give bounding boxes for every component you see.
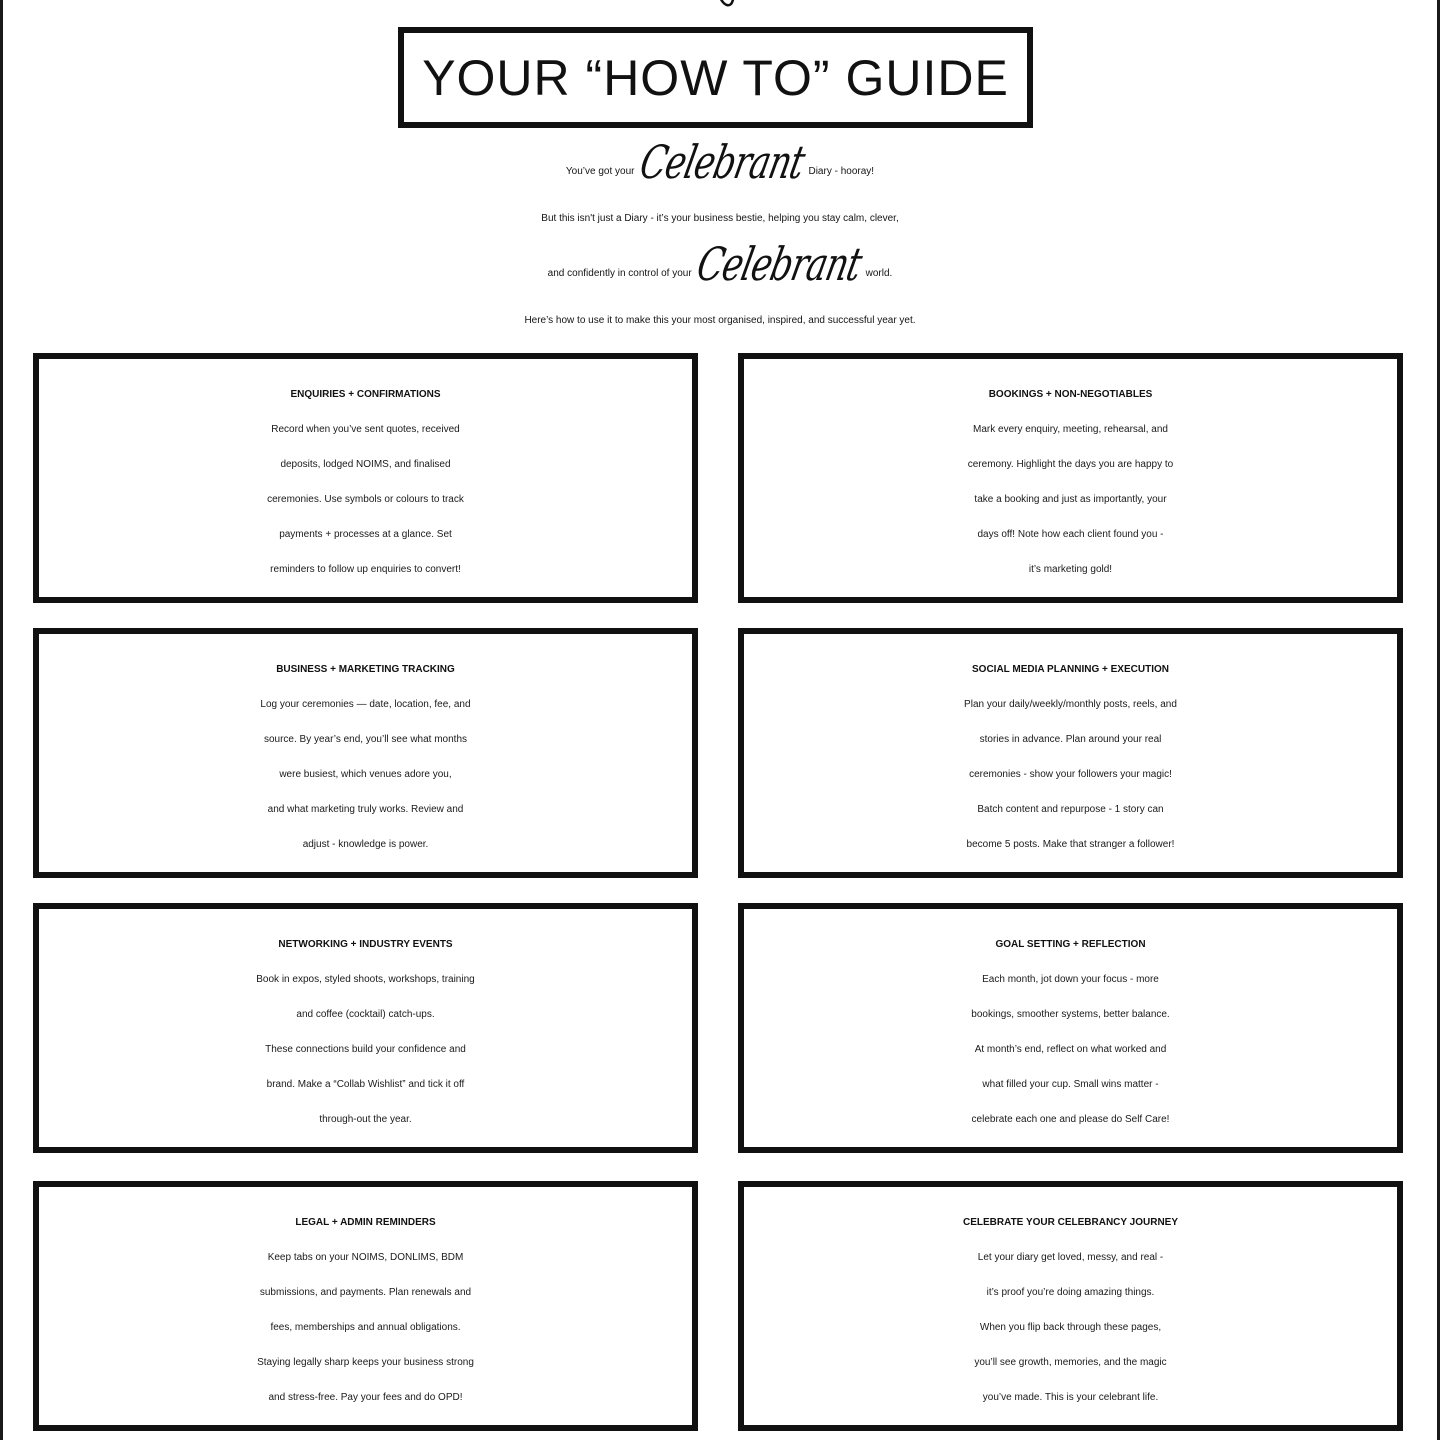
section-text-line: ceremony. Highlight the days you are happy to (967, 459, 1174, 470)
section-text-line: and coffee (cocktail) catch-ups. (296, 1009, 435, 1020)
intro-line-3-before: and confidently in control of your (547, 268, 692, 279)
section-text-line: At month’s end, reflect on what worked and (974, 1044, 1167, 1055)
section-text-line: Keep tabs on your NOIMS, DONLIMS, BDM (267, 1252, 464, 1263)
section-text-line: become 5 posts. Make that stranger a follower! (966, 839, 1175, 850)
section-text-line: were busiest, which venues adore you, (279, 769, 452, 780)
section-text-line: When you flip back through these pages, (979, 1322, 1162, 1333)
intro-line-1-after: Diary - hooray! (808, 166, 875, 177)
section-title: GOAL SETTING + REFLECTION (995, 939, 1146, 950)
section-title: SOCIAL MEDIA PLANNING + EXECUTION (972, 664, 1169, 675)
section-text-line: days off! Note how each client found you - (977, 529, 1164, 540)
section-text-line: brand. Make a “Collab Wishlist” and tick it off (266, 1079, 465, 1090)
section-text-line: reminders to follow up enquiries to convert! (270, 564, 461, 575)
section-text-line: and what marketing truly works. Review and (267, 804, 464, 815)
section-title: LEGAL + ADMIN REMINDERS (295, 1217, 436, 1228)
section-text-line: bookings, smoother systems, better balance. (971, 1009, 1170, 1020)
section-text-line: fees, memberships and annual obligations. (270, 1322, 461, 1333)
section-text-line: it’s proof you’re doing amazing things. (986, 1287, 1155, 1298)
section-box-celebrate-journey (738, 1181, 1403, 1431)
section-text-line: source. By year’s end, you’ll see what months (263, 734, 468, 745)
section-box-social-media (738, 628, 1403, 878)
section-box-bookings (738, 353, 1403, 603)
section-text-line: ceremonies - show your followers your magic! (969, 769, 1172, 780)
title-box (398, 27, 1033, 128)
script-word-celebrant: Celebrant (691, 237, 866, 292)
section-text-line: ceremonies. Use symbols or colours to track (267, 494, 464, 505)
section-text-line: Let your diary get loved, messy, and real - (977, 1252, 1164, 1263)
section-title: ENQUIRIES + CONFIRMATIONS (290, 389, 441, 400)
section-text-line: Plan your daily/weekly/monthly posts, reels, and (964, 699, 1177, 710)
section-box-goal-setting (738, 903, 1403, 1153)
section-box-enquiries (33, 353, 698, 603)
intro-text (0, 135, 1440, 344)
section-text-line: Record when you’ve sent quotes, received (271, 424, 460, 435)
section-text-line: you’ve made. This is your celebrant life. (982, 1392, 1159, 1403)
intro-line-4: Here’s how to use it to make this your most organised, inspired, and successful year yet. (524, 314, 916, 326)
section-text-line: Batch content and repurpose - 1 story can (977, 804, 1164, 815)
section-text-line: take a booking and just as importantly, your (974, 494, 1167, 505)
script-word-celebrant: Celebrant (634, 135, 809, 190)
section-text-line: adjust - knowledge is power. (302, 839, 429, 850)
section-text-line: you’ll see growth, memories, and the magic (974, 1357, 1167, 1368)
section-box-legal-admin (33, 1181, 698, 1431)
section-text-line: celebrate each one and please do Self Care! (971, 1114, 1170, 1125)
section-text-line: Log your ceremonies — date, location, fee, and (260, 699, 471, 710)
section-box-business-marketing (33, 628, 698, 878)
section-text-line: Mark every enquiry, meeting, rehearsal, and (973, 424, 1168, 435)
section-title: BUSINESS + MARKETING TRACKING (276, 664, 455, 675)
section-text-line: through-out the year. (319, 1114, 412, 1125)
intro-line-1-before: You’ve got your (565, 166, 635, 177)
intro-line-1 (0, 135, 1440, 196)
section-text-line: what filled your cup. Small wins matter - (982, 1079, 1159, 1090)
intro-line-3-after: world. (865, 268, 893, 279)
intro-line-2: But this isn't just a Diary - it’s your business bestie, helping you stay calm, clever, (541, 212, 899, 224)
section-title: BOOKINGS + NON-NEGOTIABLES (988, 389, 1153, 400)
section-title: NETWORKING + INDUSTRY EVENTS (278, 939, 453, 950)
section-text-line: it’s marketing gold! (1028, 564, 1113, 575)
section-text-line: submissions, and payments. Plan renewals and (259, 1287, 472, 1298)
script-flourish-icon (705, 0, 745, 10)
section-text-line: Each month, jot down your focus - more (982, 974, 1159, 985)
section-text-line: deposits, lodged NOIMS, and finalised (280, 459, 451, 470)
page-title: YOUR “HOW TO” GUIDE (422, 49, 1009, 106)
section-text-line: These connections build your confidence and (265, 1044, 466, 1055)
section-box-networking (33, 903, 698, 1153)
section-text-line: payments + processes at a glance. Set (279, 529, 452, 540)
section-title: CELEBRATE YOUR CELEBRANCY JOURNEY (962, 1217, 1179, 1228)
intro-line-3 (0, 237, 1440, 298)
section-text-line: stories in advance. Plan around your real (979, 734, 1162, 745)
section-text-line: and stress-free. Pay your fees and do OPD! (268, 1392, 463, 1403)
section-text-line: Staying legally sharp keeps your business strong (257, 1357, 474, 1368)
section-text-line: Book in expos, styled shoots, workshops, training (256, 974, 475, 985)
